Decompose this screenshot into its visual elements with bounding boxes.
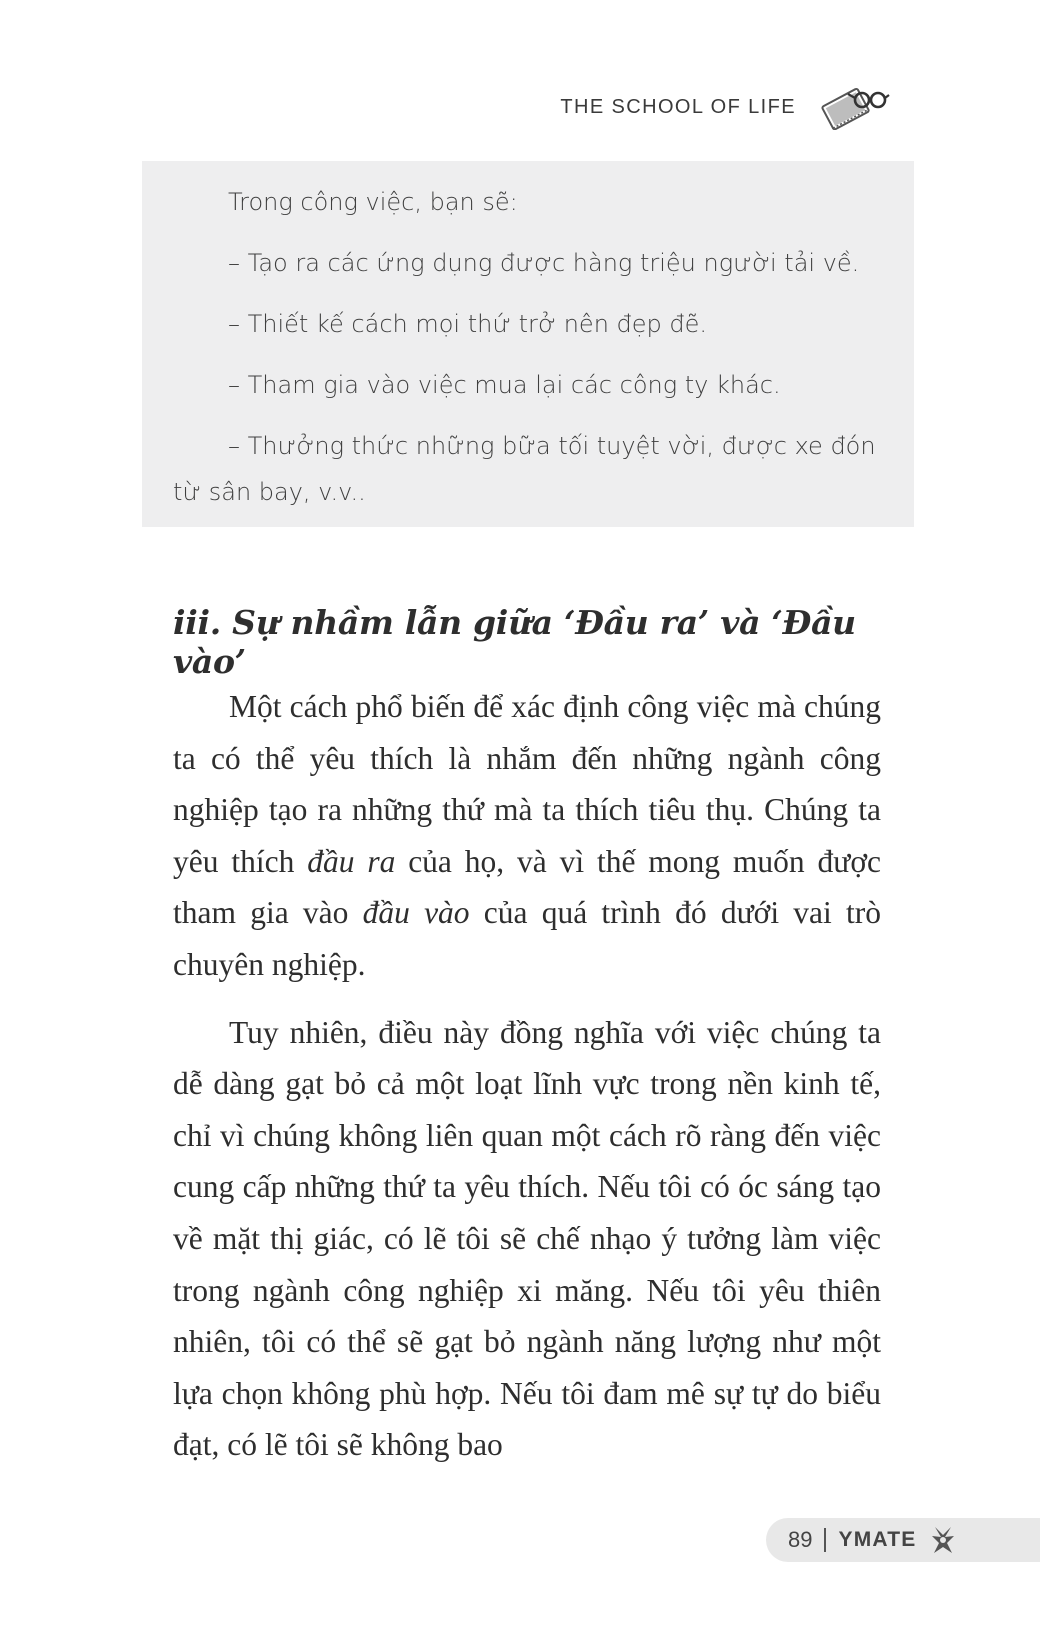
brand-name: YMATE: [838, 1528, 917, 1551]
body-text-run: của họ, và vì thế mong muốn được tham gia vào: [173, 843, 881, 931]
box-list-item: – Thiết kế cách mọi thứ trở nên đẹp đẽ.: [228, 310, 708, 338]
box-list-item: – Tham gia vào việc mua lại các công ty khác.: [228, 371, 781, 399]
box-list-item: – Tạo ra các ứng dụng được hàng triệu người tải về.: [228, 249, 860, 277]
page-number: 89: [788, 1527, 813, 1552]
section-heading: iii. Sự nhầm lẫn giữa ‘Đầu ra’ và ‘Đầu vào’: [173, 603, 856, 681]
box-intro: Trong công việc, bạn sẽ:: [228, 188, 518, 216]
body-paragraph: [173, 681, 881, 991]
box-list-item: – Thưởng thức những bữa tối tuyệt vời, được xe đón từ sân bay, v.v..: [173, 432, 876, 506]
footer-tab: [766, 1518, 1040, 1562]
ymate-logo-icon: [926, 1523, 960, 1557]
body-text-run: của quá trình đó dưới vai trò chuyên nghiệp.: [173, 895, 881, 982]
emphasis-input: đầu vào: [362, 895, 470, 931]
emphasis-output: đầu ra: [307, 843, 396, 879]
body-text-run: Một cách phổ biến để xác định công việc mà chúng ta có thể yêu thích là nhắm đến những ngành công nghiệp tạo ra những thứ mà ta thích tiêu thụ. Chúng ta yêu thích: [173, 689, 881, 879]
running-header-title: THE SCHOOL OF LIFE: [560, 95, 796, 118]
body-paragraph: Tuy nhiên, điều này đồng nghĩa với việc chúng ta dễ dàng gạt bỏ cả một loạt lĩnh vực trong nền kinh tế, chỉ vì chúng không liên quan một cách rõ ràng đến việc cung cấp những thứ ta yêu thích. Nếu tôi có óc sáng tạo về mặt thị giác, có lẽ tôi sẽ chế nhạo ý tưởng làm việc trong ngành công nghiệp xi măng. Nếu tôi yêu thiên nhiên, tôi có thể sẽ gạt bỏ ngành năng lượng như một lựa chọn không phù hợp. Nếu tôi đam mê sự tự do biểu đạt, có lẽ tôi sẽ không bao: [173, 1014, 881, 1463]
highlight-box: [142, 161, 914, 527]
notebook-glasses-icon: [818, 84, 890, 130]
body-text: [173, 681, 881, 1487]
page-header: [560, 84, 890, 130]
footer-divider: [824, 1528, 826, 1552]
